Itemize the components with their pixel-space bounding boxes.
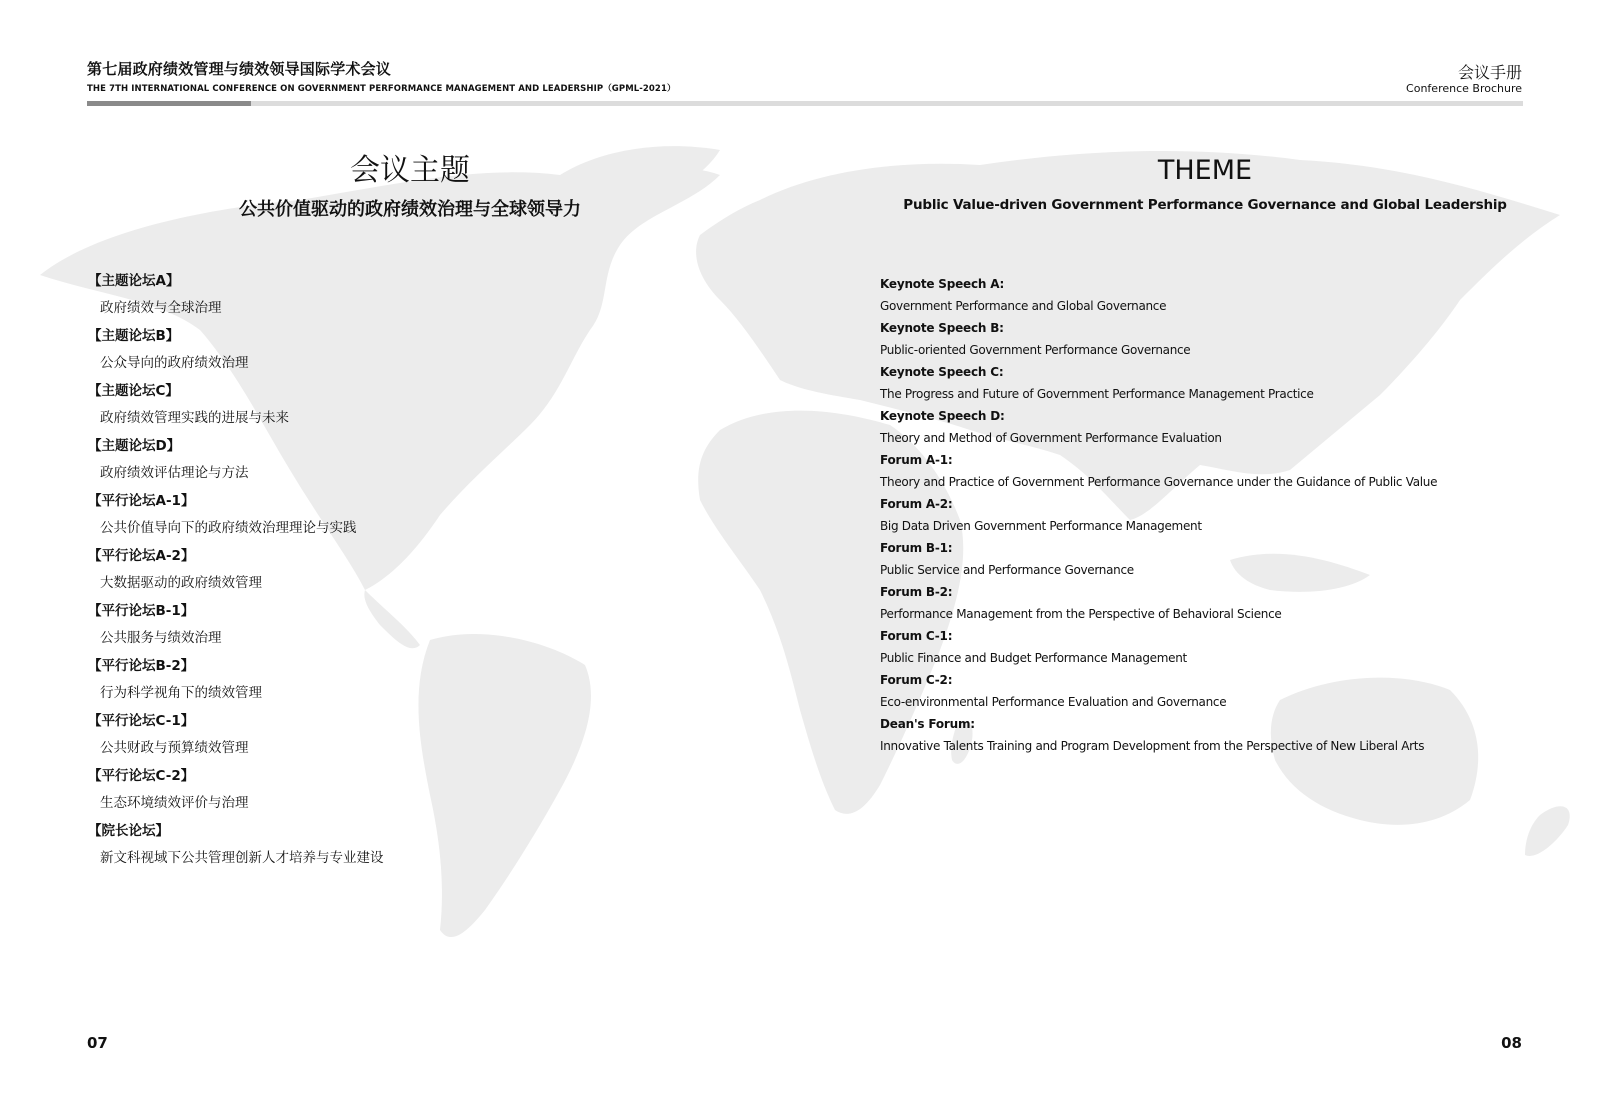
forum-heading: 【主题论坛D】 — [88, 438, 181, 454]
list-item — [880, 540, 1580, 584]
brochure-label-en: Conference Brochure — [1406, 82, 1522, 95]
list-item — [880, 276, 1580, 320]
header-title-cn: 第七届政府绩效管理与绩效领导国际学术会议 — [87, 60, 392, 78]
forum-heading: Forum A-1: — [880, 453, 953, 467]
list-item — [88, 712, 688, 767]
forum-topic: Public-oriented Government Performance Governance — [880, 343, 1191, 357]
forum-heading: Forum B-1: — [880, 541, 953, 555]
page-title-en: THEME — [1157, 155, 1253, 186]
forum-heading: Forum C-2: — [880, 673, 953, 687]
forum-topic: 政府绩效管理实践的进展与未来 — [100, 410, 289, 426]
forum-heading: Keynote Speech C: — [880, 365, 1004, 379]
header-divider-accent — [87, 101, 251, 106]
forum-heading: 【平行论坛C-2】 — [88, 768, 195, 784]
forum-heading: 【院长论坛】 — [88, 823, 169, 839]
list-item — [88, 327, 688, 382]
forum-topic: 生态环境绩效评价与治理 — [100, 795, 249, 811]
forum-list-en — [880, 276, 1580, 760]
forum-heading: Keynote Speech B: — [880, 321, 1004, 335]
forum-topic: Innovative Talents Training and Program Development from the Perspective of New Liberal Arts — [880, 739, 1425, 753]
header-title-en: THE 7TH INTERNATIONAL CONFERENCE ON GOVERNMENT PERFORMANCE MANAGEMENT AND LEADERSHIP（GPML-2021） — [87, 84, 676, 94]
page-number-left: 07 — [87, 1034, 108, 1052]
list-item — [88, 492, 688, 547]
page-subtitle-en: Public Value-driven Government Performance Governance and Global Leadership — [903, 197, 1507, 213]
forum-heading: 【主题论坛B】 — [88, 328, 180, 344]
forum-topic: Theory and Method of Government Performance Evaluation — [880, 431, 1222, 445]
forum-heading: Keynote Speech D: — [880, 409, 1005, 423]
list-item — [88, 602, 688, 657]
forum-heading: 【平行论坛A-1】 — [88, 493, 195, 509]
forum-topic: 公共服务与绩效治理 — [100, 630, 222, 646]
list-item — [880, 672, 1580, 716]
forum-topic: Eco-environmental Performance Evaluation and Governance — [880, 695, 1227, 709]
list-item — [880, 452, 1580, 496]
list-item — [88, 547, 688, 602]
header-divider — [87, 101, 1523, 106]
list-item — [88, 382, 688, 437]
list-item — [88, 437, 688, 492]
forum-heading: Forum A-2: — [880, 497, 953, 511]
forum-topic: 行为科学视角下的绩效管理 — [100, 685, 262, 701]
forum-heading: Keynote Speech A: — [880, 277, 1005, 291]
brochure-label-cn: 会议手册 — [1457, 63, 1522, 82]
forum-heading: Dean's Forum: — [880, 717, 975, 731]
list-item — [880, 628, 1580, 672]
list-item — [88, 767, 688, 822]
page-number-right: 08 — [1501, 1034, 1522, 1052]
forum-heading: 【主题论坛A】 — [88, 273, 180, 289]
forum-heading: 【平行论坛B-1】 — [88, 603, 195, 619]
list-item — [880, 584, 1580, 628]
list-item — [880, 320, 1580, 364]
list-item — [880, 408, 1580, 452]
forum-topic: Government Performance and Global Governance — [880, 299, 1167, 313]
forum-topic: Theory and Practice of Government Performance Governance under the Guidance of Public Value — [880, 475, 1438, 489]
forum-topic: The Progress and Future of Government Performance Management Practice — [880, 387, 1314, 401]
list-item — [88, 822, 688, 877]
forum-heading: Forum B-2: — [880, 585, 953, 599]
forum-heading: 【主题论坛C】 — [88, 383, 179, 399]
forum-topic: Big Data Driven Government Performance Management — [880, 519, 1202, 533]
forum-list-cn — [88, 272, 688, 877]
forum-topic: Public Finance and Budget Performance Management — [880, 651, 1187, 665]
forum-topic: 新文科视域下公共管理创新人才培养与专业建设 — [100, 850, 384, 866]
forum-topic: 公共价值导向下的政府绩效治理理论与实践 — [100, 520, 357, 536]
forum-heading: 【平行论坛C-1】 — [88, 713, 195, 729]
forum-topic: 公众导向的政府绩效治理 — [100, 355, 249, 371]
forum-topic: 公共财政与预算绩效管理 — [100, 740, 249, 756]
list-item — [880, 716, 1580, 760]
list-item — [88, 272, 688, 327]
list-item — [88, 657, 688, 712]
page-title-cn: 会议主题 — [350, 153, 470, 188]
list-item — [880, 496, 1580, 540]
forum-heading: 【平行论坛A-2】 — [88, 548, 195, 564]
forum-topic: 大数据驱动的政府绩效管理 — [100, 575, 262, 591]
forum-heading: 【平行论坛B-2】 — [88, 658, 195, 674]
forum-topic: Public Service and Performance Governance — [880, 563, 1134, 577]
forum-topic: Performance Management from the Perspective of Behavioral Science — [880, 607, 1282, 621]
list-item — [880, 364, 1580, 408]
page-subtitle-cn: 公共价值驱动的政府绩效治理与全球领导力 — [239, 199, 581, 220]
forum-topic: 政府绩效与全球治理 — [100, 300, 222, 316]
forum-topic: 政府绩效评估理论与方法 — [100, 465, 249, 481]
forum-heading: Forum C-1: — [880, 629, 953, 643]
